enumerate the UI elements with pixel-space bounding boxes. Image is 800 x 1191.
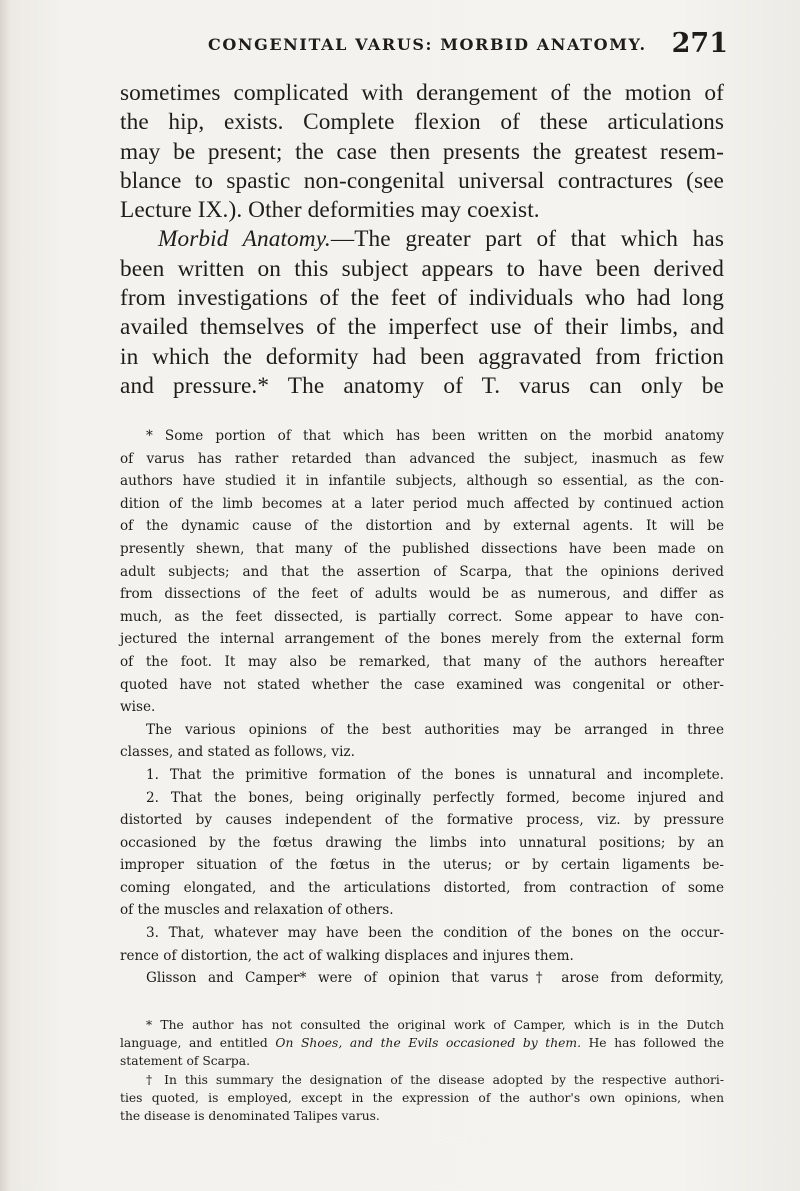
section-heading-continuation: —The greater part of that which has <box>330 226 725 253</box>
lower-footnote-line: statement of Scarpa. <box>120 1054 251 1069</box>
main-text-line: and pressure.* The anatomy of T. varus can only be <box>120 372 724 399</box>
main-text-line: availed themselves of the imperfect use of their limbs, and <box>120 314 724 341</box>
footnote-line: occasioned by the fœtus drawing the limbs into unnatural positions; by an <box>120 834 724 851</box>
lower-footnote-line: the disease is denominated Talipes varus. <box>120 1108 380 1123</box>
main-text-line: sometimes complicated with derangement of the motion of <box>120 80 724 106</box>
footnote-line: of the muscles and relaxation of others. <box>120 902 394 919</box>
footnote-line: dition of the limb becomes at a later period much affected by continued action <box>120 495 724 512</box>
footnote-line: Glisson and Camper* were of opinion that varus† arose from deformity, <box>146 970 724 987</box>
footnote-line: presently shewn, that many of the published dissections have been made on <box>120 540 724 557</box>
lower-footnotes <box>120 1016 724 1125</box>
page-header <box>208 28 728 62</box>
footnote-line: improper situation of the fœtus in the uterus; or by certain ligaments be- <box>120 857 724 874</box>
running-head: CONGENITAL VARUS: MORBID ANATOMY. <box>208 35 647 54</box>
footnote-line: * Some portion of that which has been written on the morbid anatomy <box>146 428 724 444</box>
footnote-list-item: 3. That, whatever may have been the condition of the bones on the occur- <box>146 925 724 942</box>
footnote-line: classes, and stated as follows, viz. <box>120 744 355 761</box>
footnote-line: The various opinions of the best authorities may be arranged in three <box>146 721 724 738</box>
footnote-line: adult subjects; and that the assertion of Scarpa, that the opinions derived <box>120 563 724 580</box>
footnote-list-item: 2. That the bones, being originally perfectly formed, become injured and <box>146 789 724 806</box>
footnote-line: jectured the internal arrangement of the bones merely from the external form <box>120 631 724 648</box>
lower-footnote-text: He has followed the <box>580 1036 724 1051</box>
lower-footnote-line: † In this summary the designation of the disease adopted by the respective authori- <box>146 1072 724 1087</box>
main-text-line: in which the deformity had been aggravated from friction <box>120 343 724 370</box>
footnote-line: quoted have not stated whether the case examined was congenital or other- <box>120 676 724 693</box>
page-binding-edge <box>0 0 10 1191</box>
main-text-block <box>120 79 724 401</box>
footnote-line: much, as the feet dissected, is partially correct. Some appear to have con- <box>120 608 724 625</box>
footnote-line: authors have studied it in infantile subjects, although so essential, as the con- <box>120 473 724 490</box>
book-title: On Shoes, and the Evils occasioned by them. <box>275 1036 581 1051</box>
main-text-line: been written on this subject appears to have been derived <box>120 255 724 282</box>
main-text-line: from investigations of the feet of individuals who had long <box>120 285 724 312</box>
lower-footnote-line <box>120 1034 724 1052</box>
lower-footnote-line: * The author has not consulted the original work of Camper, which is in the Dutch <box>146 1018 724 1032</box>
footnote-line: coming elongated, and the articulations distorted, from contraction of some <box>120 879 724 896</box>
footnote-line: of varus has rather retarded than advanced the subject, inasmuch as few <box>120 450 724 467</box>
page-number: 271 <box>671 28 728 59</box>
footnote-line: distorted by causes independent of the formative process, viz. by pressure <box>120 812 724 829</box>
footnote-text-block <box>120 425 724 990</box>
section-heading-line <box>120 225 724 254</box>
main-text-line: blance to spastic non-congenital universal contractures (see <box>120 167 724 194</box>
lower-footnote-text: language, and entitled <box>120 1036 276 1051</box>
footnote-line: rence of distortion, the act of walking displaces and injures them. <box>120 947 574 964</box>
footnote-line: wise. <box>120 699 156 716</box>
footnote-line: of the dynamic cause of the distortion and by external agents. It will be <box>120 518 724 535</box>
lower-footnote-line: ties quoted, is employed, except in the expression of the author's own opinions, when <box>120 1090 724 1105</box>
footnote-line: of the foot. It may also be remarked, that many of the authors hereafter <box>120 653 724 670</box>
main-text-line: may be present; the case then presents the greatest resem- <box>120 138 724 165</box>
footnote-line: from dissections of the feet of adults would be as numerous, and differ as <box>120 586 724 603</box>
section-heading: Morbid Anatomy. <box>158 226 331 253</box>
footnote-list-item: 1. That the primitive formation of the bones is unnatural and incomplete. <box>146 766 724 783</box>
main-text-line: Lecture IX.). Other deformities may coexist. <box>120 197 540 224</box>
main-text-line: the hip, exists. Complete flexion of these articulations <box>120 109 724 136</box>
